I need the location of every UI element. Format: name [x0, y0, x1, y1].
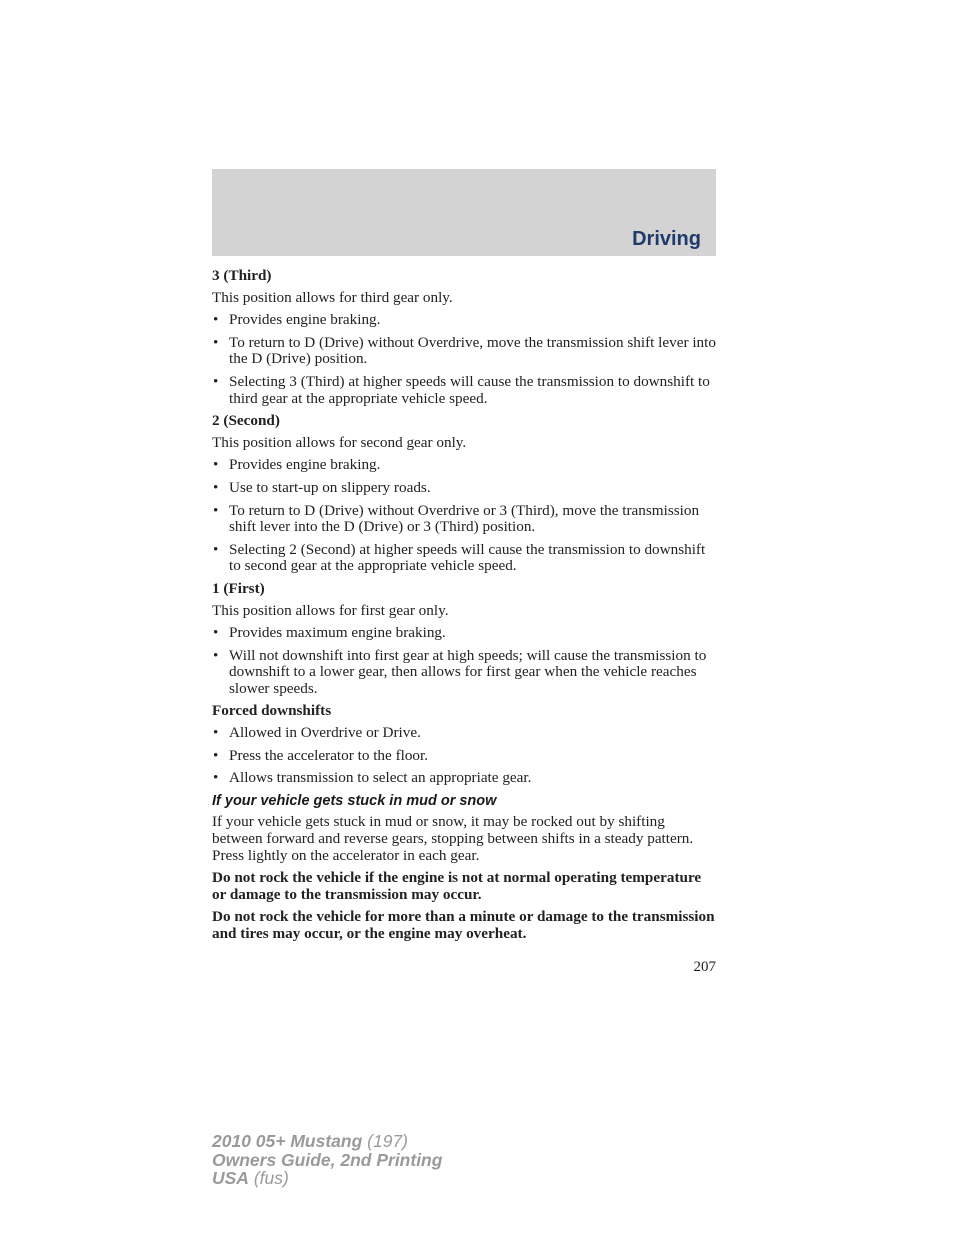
intro-second: This position allows for second gear only. — [212, 433, 467, 451]
list-item: • Provides maximum engine braking. — [213, 624, 446, 642]
heading-stuck: If your vehicle gets stuck in mud or snow — [212, 792, 497, 809]
list-item: • Allowed in Overdrive or Drive. — [213, 724, 421, 742]
page-number: 207 — [693, 959, 716, 975]
intro-third: This position allows for third gear only. — [212, 288, 453, 306]
list-item: • To return to D (Drive) without Overdrive or 3 (Third), move the transmission shift lever into the D (Drive) or 3 (Third) position. — [213, 501, 700, 536]
list-forced — [212, 725, 716, 787]
list-item: • Allows transmission to select an appropriate gear. — [213, 769, 532, 787]
bullet-icon: • — [213, 540, 219, 558]
list-item: • Provides engine braking. — [213, 311, 381, 329]
list-item: • Selecting 2 (Second) at higher speeds will cause the transmission to downshift to second gear at the appropriate vehicle speed. — [213, 540, 706, 575]
heading-first: 1 (First) — [212, 579, 265, 597]
bullet-icon: • — [213, 311, 219, 329]
footer-line-1: 2010 05+ Mustang (197) — [212, 1131, 409, 1151]
bullet-icon: • — [213, 456, 219, 474]
bullet-icon: • — [213, 333, 219, 351]
list-item: • Selecting 3 (Third) at higher speeds will cause the transmission to downshift to third gear at the appropriate vehicle speed. — [213, 372, 710, 407]
warning-operating-temperature: Do not rock the vehicle if the engine is not at normal operating temperature or damage to the transmission may occur. — [212, 869, 702, 903]
warning-overheat: Do not rock the vehicle for more than a minute or damage to the transmission and tires may occur, or the engine may overheat. — [212, 908, 715, 942]
list-first — [212, 625, 716, 697]
bullet-icon: • — [213, 746, 219, 764]
list-third — [212, 312, 716, 407]
page-content — [212, 266, 716, 949]
footer-line-3: USA (fus) — [212, 1168, 289, 1188]
body-stuck: If your vehicle gets stuck in mud or snow, it may be rocked out by shifting between forward and reverse gears, stopping between shifts in a steady pattern. Press lightly on the accelerator in each gear. — [212, 813, 694, 864]
intro-first: This position allows for first gear only. — [212, 601, 449, 619]
bullet-icon: • — [213, 769, 219, 787]
bullet-icon: • — [213, 624, 219, 642]
list-item: • To return to D (Drive) without Overdrive, move the transmission shift lever into the D (Drive) position. — [213, 333, 716, 368]
list-item: • Use to start-up on slippery roads. — [213, 478, 431, 496]
list-item: • Will not downshift into first gear at high speeds; will cause the transmission to downshift to a lower gear, then allows for first gear when the vehicle reaches slower speeds. — [213, 646, 707, 697]
bullet-icon: • — [213, 372, 219, 390]
bullet-icon: • — [213, 501, 219, 519]
document-footer — [212, 1132, 442, 1188]
section-title: Driving — [632, 228, 701, 250]
heading-second: 2 (Second) — [212, 412, 280, 430]
list-item: • Provides engine braking. — [213, 456, 381, 474]
heading-third: 3 (Third) — [212, 267, 272, 284]
heading-forced-downshifts: Forced downshifts — [212, 702, 332, 720]
bullet-icon: • — [213, 478, 219, 496]
section-header-band — [212, 169, 716, 256]
footer-line-2: Owners Guide, 2nd Printing — [212, 1149, 443, 1170]
list-second — [212, 457, 716, 575]
bullet-icon: • — [213, 646, 219, 664]
list-item: • Press the accelerator to the floor. — [213, 746, 429, 764]
bullet-icon: • — [213, 724, 219, 742]
